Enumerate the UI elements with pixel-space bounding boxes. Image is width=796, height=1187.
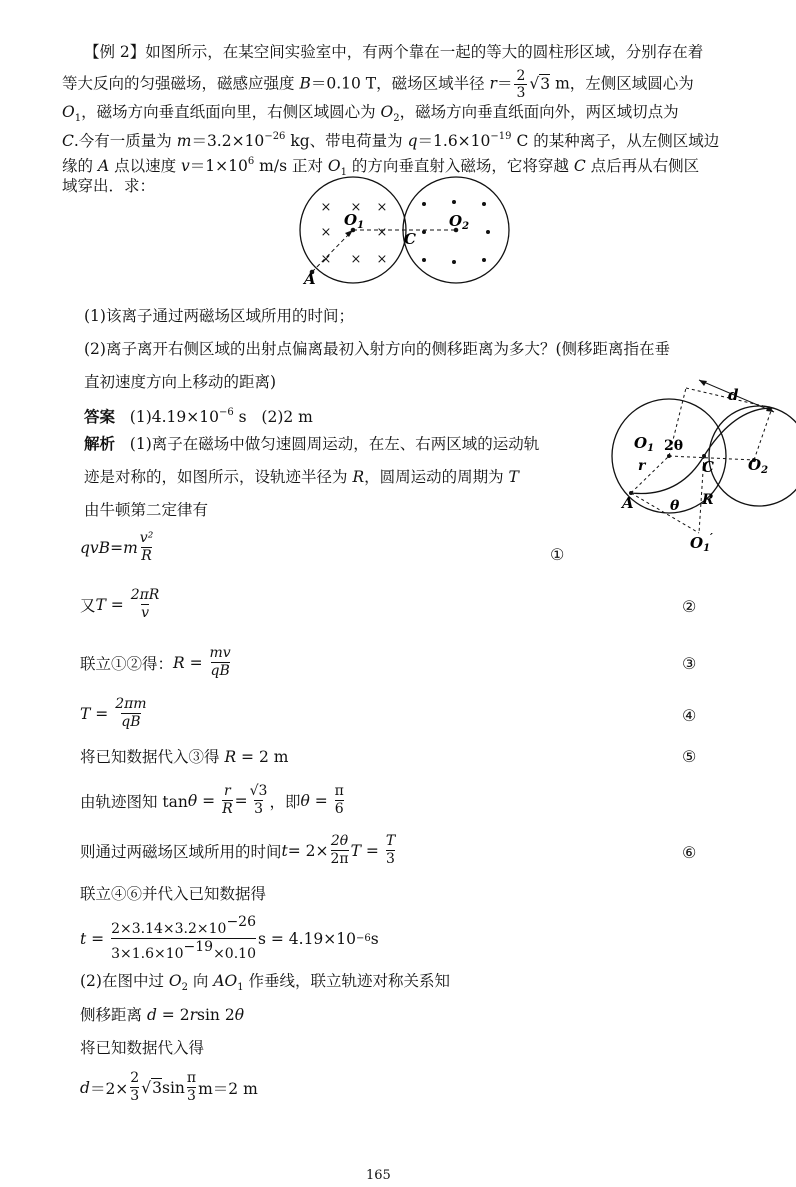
label-o2: $O_2$: [449, 212, 470, 232]
marker-5: ⑤: [682, 747, 697, 766]
label-d: d: [728, 386, 739, 404]
equation-4: T = $\frac{2\pi m}{qB}$: [80, 696, 147, 730]
question-1: (1)该离子通过两磁场区域所用的时间；: [84, 307, 354, 325]
svg-text:×: ×: [320, 252, 332, 267]
part2-line-3: 将已知数据代入得: [80, 1039, 205, 1057]
marker-4: ④: [682, 706, 697, 725]
label-c: C: [404, 230, 416, 248]
answer-line: 答案 $(1)4.19\times 10^{-6}$ s (2)2 m: [84, 407, 313, 426]
label-o2: $O_2$: [748, 456, 769, 476]
analysis-line-2: 迹是对称的，如图所示，设轨迹半径为 R，圆周运动的周期为 T: [84, 468, 519, 486]
svg-text:×: ×: [320, 225, 332, 240]
problem-line-5: 缘的 A 点以速度 $v=1\times 10^6$ m/s 正对 $O_1$ 的方向垂直射入磁场，它将穿越 C 点后再从右侧区: [62, 156, 700, 178]
marker-6: ⑥: [682, 843, 697, 862]
part2-line-2: 侧移距离 d = 2rsin 2θ: [80, 1006, 245, 1024]
equation-5: 将已知数据代入③得 R = 2 m: [80, 748, 289, 766]
label-o1-prime: $O_1'$: [690, 531, 713, 554]
velocity-arrow: [312, 232, 351, 272]
equation-9: t = $\frac{2\times 3.14\times 3.2\times 10-26}{3\times 1.6\times 10-19\times 0.10}$ s = 4.19×10 −6 s: [80, 914, 379, 962]
equation-6: 由轨迹图知 tan θ = $\frac{r}{R}$ = $\frac{√3}{3}$ ，即 θ = $\frac{\pi}{6}$: [80, 783, 344, 817]
equation-3: 联立①②得： R = $\frac{mv}{qB}$: [80, 645, 231, 679]
label-a: A: [622, 494, 634, 512]
label-o1: $O_1$: [634, 434, 655, 454]
svg-text:×: ×: [376, 225, 388, 240]
label-a: A: [304, 270, 316, 288]
part2-line-1: (2)在图中过 $O_2$ 向 $AO_1$ 作垂线，联立轨迹对称关系知: [80, 972, 451, 993]
equation-8-text: 联立④⑥并代入已知数据得: [80, 885, 267, 903]
trajectory-right: [704, 408, 772, 456]
problem-line-6: 域穿出．求：: [62, 177, 156, 195]
question-2-line-1: (2)离子离开右侧区域的出射点偏离最初入射方向的侧移距离为多大？(侧移距离指在垂: [84, 340, 671, 358]
equation-7: 则通过两磁场区域所用的时间 t = 2× $\frac{2\theta}{2\pi}$ T = $\frac{T}{3}$: [80, 833, 396, 867]
problem-line-4: C.今有一质量为 $m=3.2\times 10^{-26}$ kg、带电荷量为 $q=1.6\times 10^{-19}$ C 的某种离子，从左侧区域边: [62, 131, 720, 150]
marker-3: ③: [682, 654, 697, 673]
label-2theta: 2θ: [664, 438, 684, 454]
page-number: 165: [366, 1168, 391, 1183]
label-theta: θ: [670, 498, 680, 514]
svg-text:×: ×: [376, 200, 388, 215]
problem-line-1: 【例 2】如图所示，在某空间实验室中，有两个靠在一起的等大的圆柱形区域，分别存在着: [84, 43, 704, 61]
svg-text:×: ×: [320, 200, 332, 215]
label-o1: $O_1$: [344, 211, 365, 231]
equation-1: qvB = m v² R: [80, 530, 154, 564]
figure-1-magnetic-regions: [296, 180, 526, 292]
analysis-line-3: 由牛顿第二定律有: [84, 501, 209, 519]
label-c: C: [702, 458, 714, 476]
marker-2: ②: [682, 597, 697, 616]
equation-2: 又 T = $\frac{2\pi R}{v}$: [80, 587, 160, 621]
svg-text:×: ×: [376, 252, 388, 267]
problem-line-2: 等大反向的匀强磁场，磁感应强度 B＝0.10 T，磁场区域半径 r＝ $\frac{2}{3}$ √3 m，左侧区域圆心为: [62, 68, 694, 101]
marker-1: ①: [550, 545, 565, 564]
part2-result: d ＝2× $\frac{2}{3}$ √ 3 sin π 3 m＝2 m: [80, 1070, 258, 1104]
figure-2-trajectory: [604, 378, 790, 554]
svg-text:×: ×: [350, 200, 362, 215]
problem-line-3: $O_1$，磁场方向垂直纸面向里，右侧区域圆心为 $O_2$，磁场方向垂直纸面向外，两区域切点为: [62, 103, 679, 124]
example-tag: 【例 2】: [84, 43, 146, 61]
svg-text:×: ×: [350, 252, 362, 267]
analysis-line-1: 解析 (1)离子在磁场中做匀速圆周运动，在左、右两区域的运动轨: [84, 434, 540, 453]
analysis-label: 解析: [84, 434, 116, 453]
answer-label: 答案: [84, 407, 116, 426]
question-2-line-2: 直初速度方向上移动的距离): [84, 373, 277, 391]
label-R: R: [702, 492, 714, 508]
label-r: r: [638, 458, 646, 474]
